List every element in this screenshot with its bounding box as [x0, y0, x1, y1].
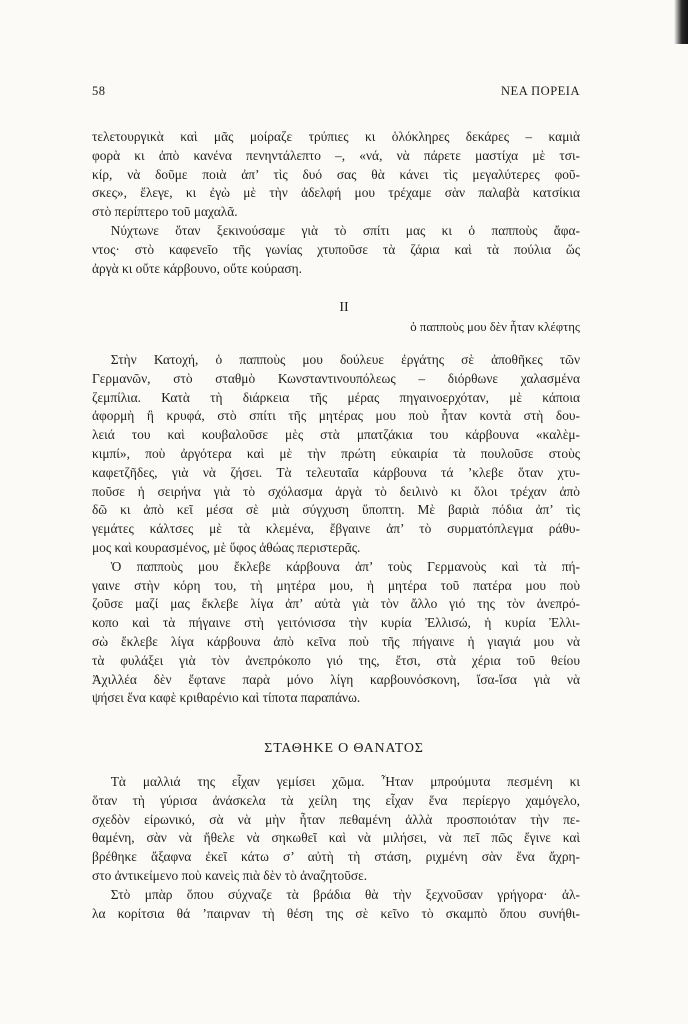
text-line: στὸ περίπτερο τοῦ μαχαλᾶ. [92, 204, 238, 220]
text-block-3 [92, 773, 580, 923]
text-line: ζεμπίλια. Κατὰ τὴ διάρκεια τῆς μέρας πηγαινοερχόταν, μὲ κάποια [92, 389, 580, 405]
paragraph [92, 886, 580, 924]
paragraph [92, 773, 580, 886]
text-line: μος καὶ κουρασμένος, μὲ ὕφος ἀθώας περιστερᾶς. [92, 539, 361, 555]
text-line: τὰ φυλάξει γιὰ τὸν ἀνεπρόκοπο γιό της, ἔτσι, στὰ χέρια τοῦ θείου [92, 652, 580, 668]
text-line: ὅταν τὴ γύρισα ἀνάσκελα τὰ χείλη της εἶχαν ἕνα περίεργο χαμόγελο, [92, 792, 580, 808]
text-line: σὼ ἔκλεβε λίγα κάρβουνα ἀπὸ κεῖνα ποὺ τῆς πήγαινε ἡ γιαγιά μου νὰ [92, 633, 580, 649]
text-line: ἀφορμὴ ἢ κρυφά, στὸ σπίτι τῆς μητέρας μου ποὺ ἦταν κοντὰ στὴ δου- [92, 408, 580, 424]
text-line: Στὸ μπὰρ ὅπου σύχναζε τὰ βράδια θὰ τὴν ξεχνοῦσαν γρήγορα· ἀλ- [110, 886, 580, 902]
text-line: Νύχτωνε ὅταν ξεκινούσαμε γιὰ τὸ σπίτι μας κι ὁ παπποὺς ἄφα- [110, 222, 580, 238]
text-line: κίρ, νὰ δοῦμε ποιὰ ἀπ’ τὶς δυό σας θὰ κάνει τὶς μεγαλύτερες φοῦ- [92, 166, 580, 182]
text-line: σκες», ἔλεγε, κι ἐγὼ μὲ τὴν ἀδελφή μου τρέχαμε σὰν παλαβὰ κατσίκια [92, 185, 580, 201]
text-line: σχεδὸν εἰρωνικό, σὰ νὰ μὴν ἦταν πεθαμένη ἀλλὰ προσποιόταν τὴν πε- [92, 811, 580, 827]
section-title: ΣΤΑΘΗΚΕ Ο ΘΑΝΑΤΟΣ [264, 741, 424, 756]
epigraph: ὁ παπποὺς μου δὲν ἦταν κλέφτης [410, 320, 580, 334]
running-head: ΝΕΑ ΠΟΡΕΙΑ [501, 84, 580, 98]
page-corner-shadow [674, 0, 688, 44]
text-line: κοπο καὶ τὰ πήγαινε στὴ γειτόνισσα τὴν κυρία Ἐλλισώ, ἡ κυρία Ἐλλι- [92, 615, 580, 631]
text-line: τελετουργικὰ καὶ μᾶς μοίραζε τρύπιες κι ὁλόκληρες δεκάρες – καμιὰ [92, 129, 580, 144]
page-header [92, 84, 580, 102]
text-line: καφετζῆδες, γιὰ νὰ ζήσει. Τὰ τελευταῖα κάρβουνα τά ’κλεβε ὅταν χτυ- [92, 464, 580, 480]
text-line: λειά του καὶ κουβαλοῦσε μὲς στὰ μπατζάκια του κάρβουνα «καλὲμ- [92, 427, 580, 443]
text-line: βρέθηκε ἄξαφνα ἐκεῖ κάτω σ’ αὐτὴ τὴ στάση, ριχμένη σὰν ἕνα ἄχρη- [92, 849, 580, 865]
text-line: λα κορίτσια θά ’παιρναν τὴ θέση της σὲ κεῖνο τὸ σκαμπὸ ὅπου συνήθι- [92, 905, 580, 921]
text-line: Ἀχιλλέα δὲν ἔφτανε παρὰ μόνο λίγη καρβουνόσκονη, ἴσα-ἴσα γιὰ νὰ [92, 671, 580, 687]
text-line: Στὴν Κατοχή, ὁ παπποὺς μου δούλευε ἐργάτης σὲ ἀποθῆκες τῶν [110, 352, 580, 367]
text-line: κιμπί», ποὺ ἀργότερα καὶ μὲ τὴν πρώτη εὐκαιρία τὰ πουλοῦσε στοὺς [92, 445, 580, 461]
text-line: φορὰ κι ἀπὸ κανένα πενηντάλεπτο –, «νά, νὰ πάρετε μαστίχα μὲ τσι- [92, 147, 580, 163]
text-line: ἀργὰ κι οὔτε κάρβουνο, οὔτε κούραση. [92, 260, 302, 276]
text-line: Τὰ μαλλιά της εἶχαν γεμίσει χῶμα. Ἦταν μπρούμυτα πεσμένη κι [110, 774, 580, 789]
text-line: γαινε στὴν κόρη του, τὴ μητέρα μου, ἡ μητέρα τοῦ πατέρα μου ποὺ [92, 577, 580, 593]
text-block-1 [92, 128, 580, 278]
text-line: ντος· στὸ καφενεῖο τῆς γωνίας χτυποῦσε τὰ ζάρια καὶ τὰ πούλια ὥς [92, 241, 580, 257]
section-numeral: II [339, 300, 349, 315]
text-line: δῶ κι ἀπὸ κεῖ μέσα σὲ μιὰ σύγχυση ὕποπτη. Μὲ βαριὰ πόδια ἀπ’ τὶς [92, 502, 580, 518]
text-line: ζοῦσε μαζί μας ἔκλεβε λίγα ἀπ’ αὐτὰ γιὰ τὸν ἄλλο γιό της τὸν ἀνεπρό- [92, 596, 580, 612]
text-line: Γερμανῶν, στὸ σταθμὸ Κωνσταντινουπόλεως – διόρθωνε χαλασμένα [92, 370, 580, 386]
paragraph [92, 128, 580, 222]
text-line: στο ἀντικείμενο ποὺ κανεὶς πιὰ δὲν τὸ ἀναζητοῦσε. [92, 867, 368, 883]
text-line: ψήσει ἕνα καφὲ κριθαρένιο καὶ τίποτα παραπάνω. [92, 690, 361, 706]
text-line: θαμένη, σὰν νὰ ἤθελε νὰ σηκωθεῖ καὶ νὰ μιλήσει, νὰ πεῖ πῶς ἔγινε καὶ [92, 830, 580, 846]
text-line: γεμάτες κάλτσες μὲ τὰ κλεμένα, ἔβγαινε ἀπ’ τὸ συρματόπλεγμα ράθυ- [92, 521, 580, 537]
paragraph [92, 558, 580, 708]
text-line: ποῦσε ἡ σειρήνα γιὰ τὸ σχόλασμα ἀργὰ τὸ δειλινὸ κι ὅλοι τρέχαν ἀπὸ [92, 483, 580, 499]
paragraph [92, 351, 580, 558]
text-block-2 [92, 351, 580, 708]
page-number: 58 [92, 84, 106, 98]
text-line: Ὁ παπποὺς μου ἔκλεβε κάρβουνα ἀπ’ τοὺς Γερμανοὺς καὶ τὰ πή- [110, 558, 580, 574]
paragraph [92, 222, 580, 278]
